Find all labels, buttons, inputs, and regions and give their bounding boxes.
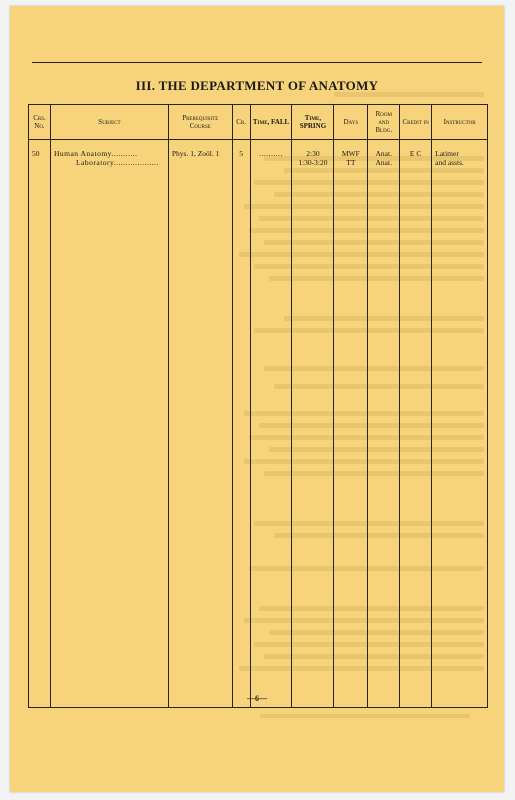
subject-line-2: Laboratory................... bbox=[75, 158, 159, 167]
table-empty-space bbox=[29, 167, 488, 708]
cell-time-fall: .......... bbox=[250, 148, 292, 167]
header-subject: Subject bbox=[50, 105, 168, 140]
header-time-spring: Time, SPRING bbox=[292, 105, 334, 140]
header-credit: Credit in bbox=[400, 105, 432, 140]
header-cr: Cr. bbox=[232, 105, 250, 140]
header-days: Days bbox=[334, 105, 368, 140]
cell-time-spring bbox=[292, 148, 334, 167]
page-title: III. THE DEPARTMENT OF ANATOMY bbox=[135, 78, 379, 93]
room-line-2: Anat. bbox=[375, 158, 392, 167]
table-row bbox=[29, 148, 488, 167]
time-spring-line-2: 1:30-3:20 bbox=[298, 158, 328, 167]
cell-credit: E C bbox=[400, 148, 432, 167]
course-table bbox=[28, 104, 488, 708]
instructor-line-2: and assts. bbox=[435, 158, 464, 167]
cell-instructor bbox=[432, 148, 488, 167]
cell-room bbox=[368, 148, 400, 167]
header-instructor: Instructor bbox=[432, 105, 488, 140]
bleed-footnote bbox=[260, 714, 470, 718]
top-rule bbox=[32, 62, 482, 63]
room-line-1: Anat. bbox=[375, 149, 392, 158]
header-prerequisite: Prerequisite Course bbox=[168, 105, 232, 140]
cell-crs-no: 50 bbox=[29, 148, 51, 167]
subject-line-1: Human Anatomy........... bbox=[53, 149, 138, 158]
cell-days bbox=[334, 148, 368, 167]
header-room: Room and Bldg. bbox=[368, 105, 400, 140]
cell-cr: 5 bbox=[232, 148, 250, 167]
table-header-row bbox=[29, 105, 488, 140]
document-page bbox=[10, 6, 504, 792]
header-crs-no: Crs. No. bbox=[29, 105, 51, 140]
page-number: —6— bbox=[247, 694, 267, 703]
header-time-fall: Time, FALL bbox=[250, 105, 292, 140]
days-line-1: MWF bbox=[341, 149, 360, 158]
instructor-line-1: Latimer bbox=[435, 149, 459, 158]
time-spring-line-1: 2:30 bbox=[306, 149, 320, 158]
days-line-2: TT bbox=[346, 158, 356, 167]
cell-prerequisite: Phys. 1, Zoöl. 1 bbox=[168, 148, 232, 167]
cell-subject bbox=[50, 148, 168, 167]
